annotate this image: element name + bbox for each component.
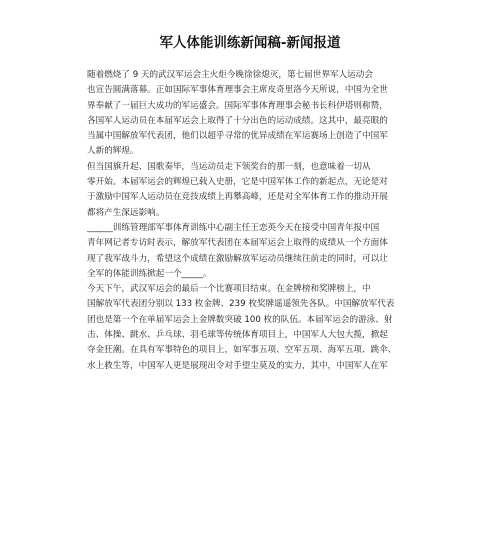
paragraph-1 (87, 68, 413, 160)
paragraph-line: ______训练管理部军事体育训练中心副主任王恋英今天在接受中国青年报中国 (87, 222, 380, 233)
paragraph-line: 零开始。本届军运会的辉煌已载入史册，它是中国军体工作的新起点，无论是对 (87, 177, 388, 188)
paragraph-line: 当属中国解放军代表团，他们以超乎寻常的优异成绩在军运赛场上创造了中国军 (87, 131, 388, 142)
paragraph-line: 全军的体能训练掀起一个_____。 (87, 268, 212, 279)
paragraph-line: 都将产生深远影响。 (87, 207, 165, 218)
paragraph-line: 界奉献了一届巨大成功的军运盛会。国际军事体育理事会秘书长科伊塔则称赞， (87, 100, 388, 111)
paragraph-line: 但当国旗升起、国歌奏毕，当运动员走下领奖台的那一刻，也意味着一切从 (87, 161, 371, 172)
paragraph-line: 于激励中国军人运动员在竞技成绩上再攀高峰，还是对全军体育工作的推动开展 (87, 192, 388, 203)
paragraph-line: 国解放军代表团分别以 133 枚金牌、239 枚奖牌遥遥领先各队。中国解放军代表 (87, 299, 395, 310)
paragraph-line: 各国军人运动员在本届军运会上取得了十分出色的运动成绩。这其中，最亮眼的 (87, 115, 388, 126)
document-title: 军人体能训练新闻稿-新闻报道 (159, 35, 341, 51)
paragraph-line: 水上救生等，中国军人更是展现出令对手望尘莫及的实力，其中，中国军人在军 (87, 360, 388, 371)
paragraph-3 (87, 221, 413, 282)
paragraph-2 (87, 160, 413, 221)
paragraph-line: 今天下午，武汉军运会的最后一个比赛项目结束。在金牌榜和奖牌榜上，中 (87, 284, 371, 295)
paragraph-4 (87, 282, 413, 374)
paragraph-line: 团也是第一个在单届军运会上金牌数突破 100 枚的队伍。本届军运会的游泳、射 (87, 314, 393, 325)
document-body (87, 68, 413, 374)
paragraph-line: 击、体操、跳水、乒乓球、羽毛球等传统体育项目上，中国军人大包大揽，掀起 (87, 330, 388, 341)
paragraph-line: 夺金狂潮。在具有军事特色的项目上，如军事五项、空军五项、海军五项、跳伞、 (87, 345, 397, 356)
paragraph-line: 随着燃烧了 9 天的武汉军运会主火炬今晚徐徐熄灭，第七届世界军人运动会 (87, 70, 373, 80)
paragraph-line: 人新的辉煌。 (87, 146, 139, 157)
paragraph-line: 现了我军战斗力，希望这个成绩在激励解放军运动员继续往前走的同时，可以让 (87, 253, 388, 264)
paragraph-line: 青年网记者专访时表示，解放军代表团在本届军运会上取得的成绩从一个方面体 (87, 238, 388, 249)
paragraph-line: 也宣告圆满落幕。正如国际军事体育理事会主席皮奇里洛今天所说，中国为全世 (87, 85, 388, 96)
